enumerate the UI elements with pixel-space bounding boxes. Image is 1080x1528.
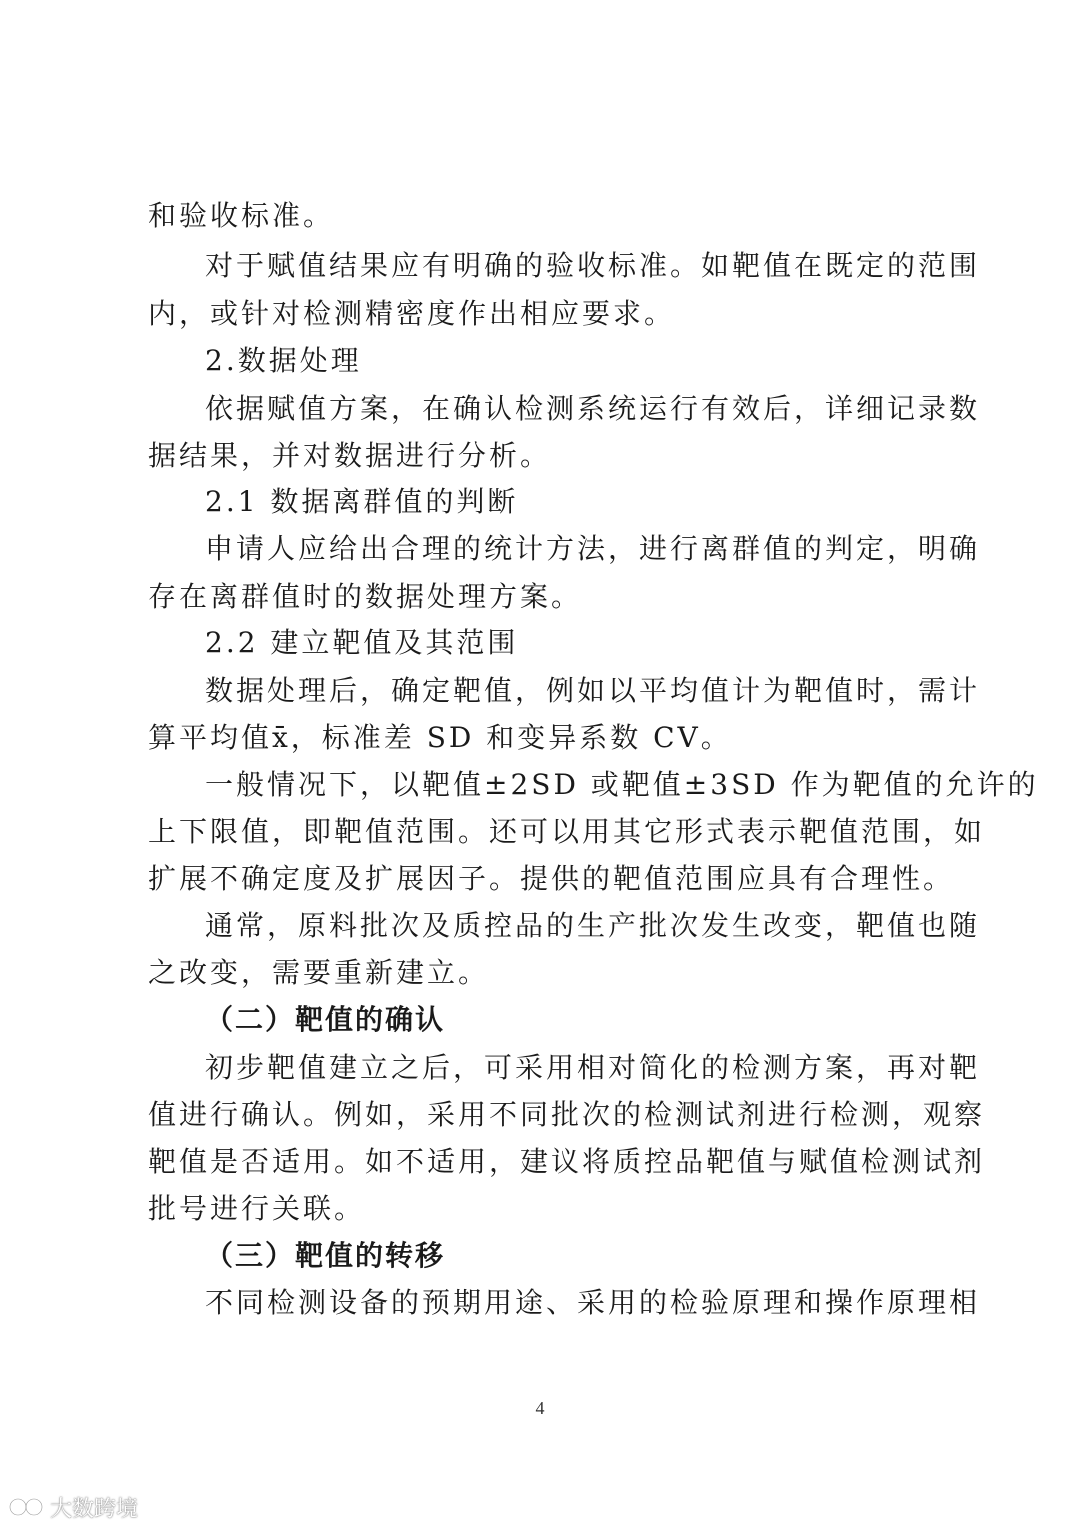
text-line: 上下限值，即靶值范围。还可以用其它形式表示靶值范围，如	[148, 815, 986, 848]
paragraph-line: 对于赋值结果应有明确的验收标准。如靶值在既定的范围	[205, 249, 981, 282]
watermark-logo-icon	[8, 1495, 46, 1519]
watermark	[8, 1492, 138, 1522]
text-line: 扩展不确定度及扩展因子。提供的靶值范围应具有合理性。	[148, 862, 955, 895]
watermark-text: 大数跨境	[50, 1496, 139, 1522]
text-line: 算平均值x̄，标准差 SD 和变异系数 CV。	[148, 721, 732, 754]
section-heading: （三）靶值的转移	[205, 1239, 446, 1272]
paragraph-line: 初步靶值建立之后，可采用相对简化的检测方案，再对靶	[205, 1051, 981, 1084]
section-heading: 2.数据处理	[205, 344, 362, 377]
paragraph-line: 一般情况下，以靶值±2SD 或靶值±3SD 作为靶值的允许的	[205, 768, 1039, 801]
subsection-heading: 2.2 建立靶值及其范围	[205, 626, 519, 659]
subsection-heading: 2.1 数据离群值的判断	[205, 485, 519, 518]
text-line: 内，或针对检测精密度作出相应要求。	[148, 297, 676, 330]
text-line: 据结果，并对数据进行分析。	[148, 439, 552, 472]
text-line: 批号进行关联。	[148, 1192, 366, 1225]
paragraph-line: 不同检测设备的预期用途、采用的检验原理和操作原理相	[205, 1286, 981, 1319]
section-heading: （二）靶值的确认	[205, 1003, 446, 1036]
text-line: 和验收标准。	[148, 199, 335, 232]
paragraph-line: 数据处理后，确定靶值，例如以平均值计为靶值时，需计	[205, 674, 981, 707]
text-line: 之改变，需要重新建立。	[148, 956, 490, 989]
text-line: 值进行确认。例如，采用不同批次的检测试剂进行检测，观察	[148, 1098, 986, 1131]
text-line: 靶值是否适用。如不适用，建议将质控品靶值与赋值检测试剂	[148, 1145, 986, 1178]
paragraph-line: 申请人应给出合理的统计方法，进行离群值的判定，明确	[205, 532, 981, 565]
paragraph-line: 通常，原料批次及质控品的生产批次发生改变，靶值也随	[205, 909, 981, 942]
paragraph-line: 依据赋值方案，在确认检测系统运行有效后，详细记录数	[205, 392, 981, 425]
text-line: 存在离群值时的数据处理方案。	[148, 580, 583, 613]
page-number: 4	[535, 1398, 545, 1418]
